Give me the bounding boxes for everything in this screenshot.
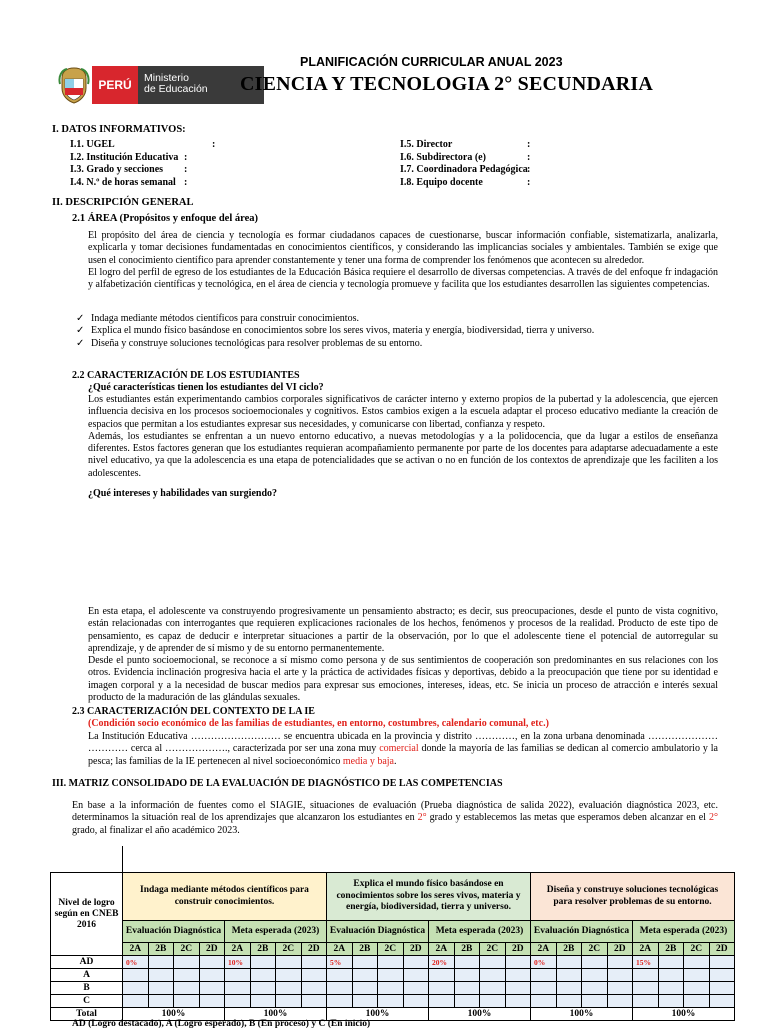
table-section-header: 2D xyxy=(709,943,735,956)
info-director xyxy=(400,139,600,152)
table-input-cell[interactable] xyxy=(174,969,200,982)
table-input-cell[interactable] xyxy=(709,982,735,995)
table-section-header: 2A xyxy=(531,943,557,956)
table-input-cell[interactable] xyxy=(684,995,710,1008)
table-total-value: 100% xyxy=(123,1008,225,1021)
table-meta-header: Meta esperada (2023) xyxy=(429,921,531,943)
table-input-cell[interactable] xyxy=(505,982,531,995)
table-input-cell[interactable] xyxy=(199,969,225,982)
table-section-header: 2A xyxy=(429,943,455,956)
table-total-value: 100% xyxy=(429,1008,531,1021)
table-input-cell[interactable] xyxy=(556,956,582,969)
table-input-cell[interactable] xyxy=(378,982,404,995)
table-input-cell[interactable] xyxy=(378,995,404,1008)
table-section-header: 2B xyxy=(250,943,276,956)
table-input-cell[interactable] xyxy=(480,982,506,995)
table-input-cell[interactable] xyxy=(633,969,659,982)
table-section-header: 2C xyxy=(684,943,710,956)
table-ad-value-cell[interactable]: 15% xyxy=(633,956,659,969)
s23-body xyxy=(88,731,718,768)
table-input-cell[interactable] xyxy=(352,956,378,969)
table-input-cell[interactable] xyxy=(454,956,480,969)
info-equipo xyxy=(400,177,600,190)
table-section-header: 2C xyxy=(276,943,302,956)
table-level-row xyxy=(51,969,735,982)
table-input-cell[interactable] xyxy=(250,995,276,1008)
table-input-cell[interactable] xyxy=(174,982,200,995)
table-input-cell[interactable] xyxy=(199,982,225,995)
table-input-cell[interactable] xyxy=(684,956,710,969)
table-input-cell[interactable] xyxy=(607,995,633,1008)
s21-title: 2.1 ÁREA (Propósitos y enfoque del área) xyxy=(72,213,258,224)
table-section-header: 2B xyxy=(352,943,378,956)
s22-title: 2.2 CARACTERIZACIÓN DE LOS ESTUDIANTES xyxy=(72,370,300,381)
table-input-cell[interactable] xyxy=(709,995,735,1008)
table-ad-value-cell[interactable]: 0% xyxy=(123,956,149,969)
table-input-cell[interactable] xyxy=(174,995,200,1008)
table-input-cell[interactable] xyxy=(531,969,557,982)
table-input-cell[interactable] xyxy=(250,982,276,995)
table-section-header: 2D xyxy=(199,943,225,956)
table-input-cell[interactable] xyxy=(276,982,302,995)
table-input-cell[interactable] xyxy=(480,956,506,969)
s23-note: (Condición socio económico de las familias de estudiantes, en entorno, costumbres, calendario comunal, etc.) xyxy=(88,718,549,729)
table-input-cell[interactable] xyxy=(301,982,327,995)
table-section-header: 2B xyxy=(148,943,174,956)
table-input-cell[interactable] xyxy=(633,982,659,995)
s21-paragraph2: El logro del perfil de egreso de los estudiantes de la Educación Básica requiere el desarrollo de diversas competencias. A través de del enfoque fr indagación y alfabetización científicas y tecnológica, en el área de ciencia y tecnología promueve y facilita que los estudiantes desarrollen las siguientes competencias. xyxy=(88,266,718,291)
table-input-cell[interactable] xyxy=(684,982,710,995)
table-input-cell[interactable] xyxy=(123,995,149,1008)
s23-title: 2.3 CARACTERIZACIÓN DEL CONTEXTO DE LA IE xyxy=(72,706,315,717)
s3-grade1: 2° xyxy=(417,812,427,824)
table-section-header: 2B xyxy=(658,943,684,956)
s22-paragraph2: Además, los estudiantes se enfrentan a un nuevo entorno educativo, a nuevas metodologías y a la polidocencia, que da lugar a estilos de enseñanza diferentes. Estos factores generan que los estudiantes requieran acompañamiento permanente por parte de los docentes para adaptarse adecuadamente a este nivel educativo, ya que la adolescencia es una etapa de potencialidades que se activan o no en función de los contextos de aprendizaje que les faciliten a los adolescentes. xyxy=(88,430,718,479)
table-section-header: 2C xyxy=(582,943,608,956)
competencia-text: Diseña y construye soluciones tecnológicas para resolver problemas de su entorno. xyxy=(91,337,423,349)
table-eval-header: Evaluación Diagnóstica xyxy=(531,921,633,943)
section2-heading: II. DESCRIPCIÓN GENERAL xyxy=(52,197,194,208)
info-colon: : xyxy=(527,164,531,175)
table-section-header: 2A xyxy=(123,943,149,956)
table-input-cell[interactable] xyxy=(556,969,582,982)
s3-text-b: grado y establecemos las metas que esperamos deben alcanzar en el xyxy=(426,812,709,824)
peru-shield-icon xyxy=(58,66,90,104)
table-total-value: 100% xyxy=(327,1008,429,1021)
table-legend: AD (Logro destacado), A (Logro esperado), B (En proceso) y C (En inicio) xyxy=(72,1019,371,1029)
table-level-rows xyxy=(51,956,735,1008)
table-input-cell[interactable] xyxy=(123,982,149,995)
table-comp3-header: Diseña y construye soluciones tecnológicas para resolver problemas de su entorno. xyxy=(531,873,735,921)
table-input-cell[interactable] xyxy=(709,969,735,982)
table-input-cell[interactable] xyxy=(199,995,225,1008)
table-input-cell[interactable] xyxy=(148,982,174,995)
table-input-cell[interactable] xyxy=(658,995,684,1008)
table-input-cell[interactable] xyxy=(301,969,327,982)
table-level-row xyxy=(51,982,735,995)
document-title-line1: PLANIFICACIÓN CURRICULAR ANUAL 2023 xyxy=(300,55,563,69)
table-input-cell[interactable] xyxy=(403,995,429,1008)
table-input-cell[interactable] xyxy=(327,982,353,995)
table-input-cell[interactable] xyxy=(199,956,225,969)
table-section-header: 2D xyxy=(505,943,531,956)
logo-ministerio-line1: Ministerio xyxy=(144,72,189,84)
table-input-cell[interactable] xyxy=(148,969,174,982)
table-input-cell[interactable] xyxy=(582,995,608,1008)
table-input-cell[interactable] xyxy=(709,956,735,969)
table-level-label: B xyxy=(51,982,123,995)
table-input-cell[interactable] xyxy=(684,969,710,982)
info-right-column xyxy=(400,139,600,189)
s22-paragraph3: En esta etapa, el adolescente va construyendo progresivamente un pensamiento abstracto; es decir, sus preocupaciones, desde el punto de vista cognitivo, están relacionadas con interrogantes que requieren explicaciones racionales de los hechos, fenómenos y procesos de la realidad. Producto de este tipo de pensamiento, es capaz de deducir e interpretar situaciones a partir de la observación, por lo que el adolescente tiene el potencial de autorregular su aprendizaje, y de aprender de sí mismo y de su entorno permanentemente. xyxy=(88,606,718,654)
info-colon: : xyxy=(184,164,188,175)
table-input-cell[interactable] xyxy=(327,995,353,1008)
s23-text-a: La Institución Educativa ……………………… se encuentra ubicada en la provincia y distrito …………, en la zona urbana denominada ………………… ………… cerca al ………………., caracterizada por ser una zona muy xyxy=(88,731,718,755)
table-section-header: 2B xyxy=(556,943,582,956)
table-input-cell[interactable] xyxy=(658,956,684,969)
info-colon: : xyxy=(212,139,216,150)
table-input-cell[interactable] xyxy=(429,982,455,995)
logo-ministerio-line2: de Educación xyxy=(144,83,208,95)
minedu-logo xyxy=(58,66,264,104)
info-colon: : xyxy=(527,176,531,188)
s22-question1: ¿Qué características tienen los estudiantes del VI ciclo? xyxy=(88,382,324,393)
info-coordinadora xyxy=(400,164,600,177)
table-input-cell[interactable] xyxy=(582,956,608,969)
s22-question2: ¿Qué intereses y habilidades van surgiendo? xyxy=(88,488,278,499)
table-input-cell[interactable] xyxy=(531,982,557,995)
table-input-cell[interactable] xyxy=(403,982,429,995)
info-grado xyxy=(70,164,330,177)
table-ad-value-cell[interactable]: 20% xyxy=(429,956,455,969)
s3-grade2: 2° xyxy=(708,812,718,824)
table-section-header: 2C xyxy=(480,943,506,956)
table-input-cell[interactable] xyxy=(225,969,251,982)
table-input-cell[interactable] xyxy=(148,956,174,969)
table-input-cell[interactable] xyxy=(378,969,404,982)
checkmark-icon: ✓ xyxy=(76,337,85,349)
table-input-cell[interactable] xyxy=(582,969,608,982)
info-label: I.3. Grado y secciones xyxy=(70,164,164,175)
s3-text-a: En base a la información de fuentes como el SIAGIE, situaciones de evaluación (Prueba diagnóstica de salida 2022), evaluación diagnóstica 2023, etc. determinamos la situación real de los aprendizajes que alcanzaron los estudiantes en xyxy=(72,800,718,824)
table-section-header: 2B xyxy=(454,943,480,956)
s22-body2 xyxy=(88,606,718,704)
s23-text-c: donde la mayoría de las familias se dedican al comercio ambulatorio y la pesca; las familias de la IE pertenecen al nivel socioeconómico xyxy=(88,743,718,767)
table-input-cell[interactable] xyxy=(505,956,531,969)
table-input-cell[interactable] xyxy=(352,982,378,995)
s23-text-e: . xyxy=(394,755,397,767)
table-input-cell[interactable] xyxy=(556,982,582,995)
table-input-cell[interactable] xyxy=(633,995,659,1008)
table-ad-value-cell[interactable]: 5% xyxy=(327,956,353,969)
table-input-cell[interactable] xyxy=(531,995,557,1008)
table-input-cell[interactable] xyxy=(276,956,302,969)
table-input-cell[interactable] xyxy=(352,995,378,1008)
info-label: I.2. Institución Educativa xyxy=(70,151,179,163)
logo-peru-label: PERÚ xyxy=(92,66,138,104)
table-input-cell[interactable] xyxy=(505,995,531,1008)
table-section-header: 2D xyxy=(607,943,633,956)
s23-text-media-baja: media y baja xyxy=(342,755,394,767)
diagnostic-matrix-table xyxy=(50,872,735,1021)
table-input-cell[interactable] xyxy=(505,969,531,982)
table-section-header: 2D xyxy=(403,943,429,956)
section3-body xyxy=(72,800,718,837)
table-input-cell[interactable] xyxy=(250,956,276,969)
info-institucion xyxy=(70,152,330,165)
table-section-header: 2D xyxy=(301,943,327,956)
table-level-label: C xyxy=(51,995,123,1008)
s22-paragraph1: Los estudiantes están experimentando cambios corporales significativos de carácter interno y externo propios de la pubertad y la adolescencia, que ejercen influencia decisiva en los procesos socioemocionales y cognitivos. Estos cambios exigen a la escuela adaptar el proceso educativo mediante la creación de espacios que permitan a los estudiantes expresar sus necesidades, y comunicarse con libertad, confianza y respeto. xyxy=(88,394,718,430)
table-input-cell[interactable] xyxy=(658,982,684,995)
s3-text-c: grado, al finalizar el año académico 2023. xyxy=(72,824,240,836)
table-total-value: 100% xyxy=(225,1008,327,1021)
info-horas xyxy=(70,177,330,190)
table-input-cell[interactable] xyxy=(454,995,480,1008)
table-input-cell[interactable] xyxy=(607,982,633,995)
table-input-cell[interactable] xyxy=(403,956,429,969)
table-input-cell[interactable] xyxy=(378,956,404,969)
table-input-cell[interactable] xyxy=(327,969,353,982)
info-ugel xyxy=(70,139,330,152)
s22-paragraph4: Desde el punto socioemocional, se reconoce a sí mismo como persona y de sus sentimientos de cooperación son predominantes en sus relaciones con los otros. Evidencia inclinación progresiva hacia el arte y la práctica de actividades físicas y deportivas, debido a la preocupación que tiene por su identidad e imagen corporal y a la necesidad de buscar medios para expresar sus emociones, intereses, ideas, etc. Se inicia un proceso de atracción e interés sexual producto de la maduración de las glándulas sexuales. xyxy=(88,655,718,704)
table-input-cell[interactable] xyxy=(454,982,480,995)
info-subdirectora xyxy=(400,152,600,165)
table-input-cell[interactable] xyxy=(123,969,149,982)
info-label: I.1. UGEL xyxy=(70,139,115,150)
table-comp2-header: Explica el mundo físico basándose en conocimientos sobre los seres vivos, materia y energía, biodiversidad, tierra y universo. xyxy=(327,873,531,921)
table-input-cell[interactable] xyxy=(607,969,633,982)
table-comp1-header: Indaga mediante métodos científicos para construir conocimientos. xyxy=(123,873,327,921)
table-section-header: 2A xyxy=(327,943,353,956)
table-input-cell[interactable] xyxy=(454,969,480,982)
table-input-cell[interactable] xyxy=(480,969,506,982)
s23-text-comercial: comercial xyxy=(379,743,419,755)
table-input-cell[interactable] xyxy=(582,982,608,995)
table-meta-header: Meta esperada (2023) xyxy=(633,921,735,943)
table-level-row xyxy=(51,995,735,1008)
table-input-cell[interactable] xyxy=(352,969,378,982)
competencia-item xyxy=(76,338,716,350)
info-colon: : xyxy=(527,151,531,163)
info-label: I.8. Equipo docente xyxy=(400,176,483,188)
table-eval-header: Evaluación Diagnóstica xyxy=(123,921,225,943)
document-title-line2: CIENCIA Y TECNOLOGIA 2° SECUNDARIA xyxy=(240,73,654,95)
table-input-cell[interactable] xyxy=(556,995,582,1008)
table-input-cell[interactable] xyxy=(174,956,200,969)
table-input-cell[interactable] xyxy=(276,969,302,982)
table-ad-value-cell[interactable]: 10% xyxy=(225,956,251,969)
table-total-value: 100% xyxy=(633,1008,735,1021)
info-colon: : xyxy=(527,139,531,150)
table-input-cell[interactable] xyxy=(301,995,327,1008)
table-ad-value-cell[interactable]: 0% xyxy=(531,956,557,969)
s21-paragraph1: El propósito del área de ciencia y tecnología es formar ciudadanos capaces de cuestionarse, buscar información confiable, sistematizarla, analizarla, explicarla y tomar decisiones fundamentadas en conocimientos científicos, y considerando las implicancias sociales y ambientales. También se exige que usen el conocimiento científico para aprender constantemente y tener una forma de comprender los fenómenos que acontecen su alrededor. xyxy=(88,230,718,266)
table-input-cell[interactable] xyxy=(225,982,251,995)
table-input-cell[interactable] xyxy=(429,969,455,982)
table-input-cell[interactable] xyxy=(276,995,302,1008)
table-total-value: 100% xyxy=(531,1008,633,1021)
table-level-row xyxy=(51,956,735,969)
info-colon: : xyxy=(184,176,188,188)
s21-body xyxy=(88,230,718,291)
info-colon: : xyxy=(184,151,188,163)
table-input-cell[interactable] xyxy=(429,995,455,1008)
table-input-cell[interactable] xyxy=(301,956,327,969)
table-input-cell[interactable] xyxy=(403,969,429,982)
section1-heading: I. DATOS INFORMATIVOS: xyxy=(52,124,186,135)
table-total-label: Total xyxy=(51,1008,123,1021)
competencia-text: Explica el mundo físico basándose en conocimientos sobre los seres vivos, materia y energía, biodiversidad, tierra y universo. xyxy=(91,325,595,337)
info-left-column xyxy=(70,139,330,189)
competencias-list xyxy=(76,313,716,350)
s22-body xyxy=(88,394,718,480)
table-input-cell[interactable] xyxy=(480,995,506,1008)
table-meta-header: Meta esperada (2023) xyxy=(225,921,327,943)
table-section-header: 2A xyxy=(633,943,659,956)
table-eval-header: Evaluación Diagnóstica xyxy=(327,921,429,943)
competencia-item xyxy=(76,313,716,325)
competencia-text: Indaga mediante métodos científicos para construir conocimientos. xyxy=(91,313,359,324)
table-top-line xyxy=(122,846,123,872)
table-level-label: A xyxy=(51,969,123,982)
table-input-cell[interactable] xyxy=(225,995,251,1008)
table-section-header: 2C xyxy=(174,943,200,956)
info-label: I.5. Director xyxy=(400,139,453,150)
table-section-header: 2C xyxy=(378,943,404,956)
table-input-cell[interactable] xyxy=(607,956,633,969)
table-corner-header: Nivel de logro según en CNEB 2016 xyxy=(51,873,123,956)
table-input-cell[interactable] xyxy=(658,969,684,982)
checkmark-icon: ✓ xyxy=(76,313,85,324)
table-section-header: 2A xyxy=(225,943,251,956)
table-sections-row xyxy=(51,943,735,956)
competencia-item xyxy=(76,325,716,337)
info-label: I.6. Subdirectora (e) xyxy=(400,151,486,163)
checkmark-icon: ✓ xyxy=(76,325,85,337)
section3-heading: III. MATRIZ CONSOLIDADO DE LA EVALUACIÓN DE DIAGNÓSTICO DE LAS COMPETENCIAS xyxy=(52,778,503,789)
table-input-cell[interactable] xyxy=(148,995,174,1008)
info-label: I.4. N.º de horas semanal xyxy=(70,176,176,188)
info-label: I.7. Coordinadora Pedagógica xyxy=(400,164,528,175)
table-level-label: AD xyxy=(51,956,123,969)
table-input-cell[interactable] xyxy=(250,969,276,982)
